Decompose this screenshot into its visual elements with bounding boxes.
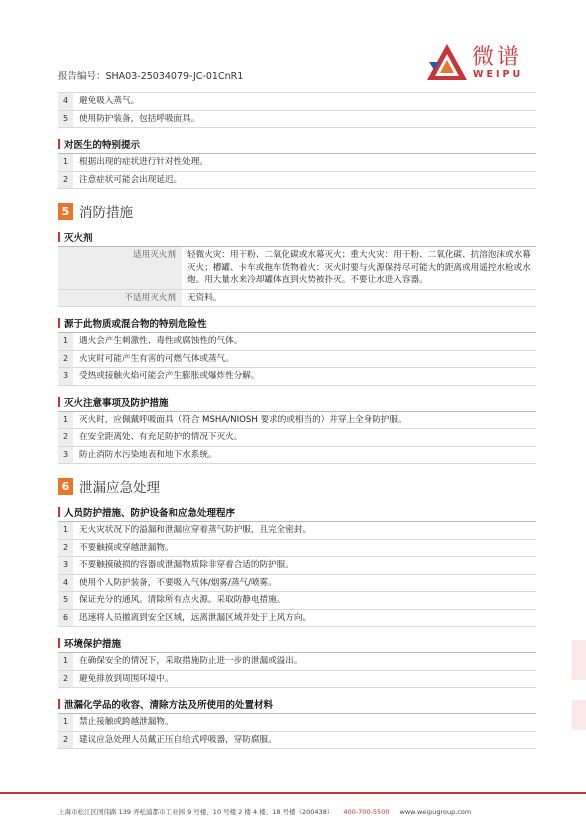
section-number-badge: 6	[58, 478, 73, 495]
heading-accent-bar	[58, 397, 60, 407]
report-number: 报告编号：SHA03-25034079-JC-01CnR1	[58, 71, 244, 82]
heading-accent-bar	[58, 232, 60, 242]
cleanup-item	[58, 732, 536, 750]
heading-accent-bar	[58, 507, 60, 517]
section-6-header	[58, 476, 536, 496]
section-number-badge: 5	[58, 203, 73, 220]
personal-item	[58, 592, 536, 610]
heading-text: 源于此物质或混合物的特别危险性	[64, 319, 207, 330]
edge-stamp-mark	[572, 700, 586, 730]
heading-text: 泄漏化学品的收容、清除方法及所使用的处置材料	[64, 700, 274, 711]
item-number: 5	[58, 111, 73, 128]
item-number: 6	[58, 610, 73, 627]
heading-text: 对医生的特别提示	[64, 140, 141, 151]
personal-item	[58, 522, 536, 540]
cleanup-methods-heading	[58, 697, 536, 714]
field-label: 不适用灭火剂	[58, 290, 182, 307]
cleanup-item	[58, 714, 536, 732]
section-title: 泄漏应急处理	[79, 480, 160, 496]
hazard-item	[58, 368, 536, 386]
firefighting-precautions-heading	[58, 395, 536, 412]
environment-protection-heading	[58, 636, 536, 653]
item-text: 无火灾状况下的溢漏和泄漏应穿着蒸气防护服，且完全密封。	[79, 525, 312, 535]
item-number: 5	[58, 592, 73, 609]
personal-protection-heading	[58, 505, 536, 522]
heading-accent-bar	[58, 699, 60, 709]
item-number: 2	[58, 172, 73, 189]
heading-text: 环境保护措施	[64, 639, 122, 650]
item-number: 3	[58, 557, 73, 574]
item-text: 使用防护装备，包括呼吸面具。	[79, 113, 200, 124]
item-number: 3	[58, 447, 73, 464]
environment-item	[58, 653, 536, 671]
heading-text: 灭火注意事项及防护措施	[64, 397, 169, 409]
personal-item	[58, 610, 536, 628]
item-number: 1	[58, 714, 73, 731]
edge-stamp-mark	[572, 640, 586, 680]
first-aid-item	[58, 111, 536, 129]
precaution-item	[58, 429, 536, 447]
item-number: 4	[58, 575, 73, 592]
item-text: 不要触摸或穿越泄漏物。	[79, 542, 174, 553]
item-text: 使用个人防护装备，不要吸入气体/烟雾/蒸气/喷雾。	[79, 577, 277, 588]
hazard-item	[58, 333, 536, 351]
heading-text: 灭火剂	[64, 233, 93, 244]
first-aid-item	[58, 92, 536, 111]
footer-divider	[0, 792, 586, 794]
item-text: 注意症状可能会出现延迟。	[79, 174, 183, 185]
environment-item	[58, 671, 536, 689]
item-number: 2	[58, 429, 73, 446]
item-number: 1	[58, 412, 73, 429]
precaution-item	[58, 412, 536, 430]
item-number: 2	[58, 351, 73, 368]
item-text: 避免吸入蒸气。	[79, 96, 140, 106]
doctor-note-item	[58, 172, 536, 190]
item-number: 2	[58, 540, 73, 557]
item-text: 火灾时可能产生有害的可燃气体或蒸气。	[79, 353, 234, 364]
field-value: 轻微火灾：用干粉、二氧化碳或水幕灭火；重大火灾：用干粉、二氧化碳、抗溶泡沫或水幕灭火；槽罐、卡车或拖车货物着火：灭火时要与火源保持尽可能大的距离或用遥控水枪或水炮。用大量水来冷却罐体直到火势被扑灭。不要让水进入容器。	[187, 250, 531, 285]
item-text: 在确保安全的情况下，采取措施防止进一步的泄漏或溢出。	[79, 656, 303, 666]
heading-text: 人员防护措施、防护设备和应急处理程序	[64, 508, 236, 519]
heading-accent-bar	[58, 638, 60, 648]
suitable-extinguisher-row	[58, 247, 536, 290]
footer-website[interactable]: www.weipugroup.com	[399, 808, 472, 816]
item-text: 在安全距离处、有充足防护的情况下灭火。	[79, 432, 243, 442]
logo-text-cn: 微谱	[472, 45, 523, 70]
item-text: 迅速将人员撤离到安全区域，远离泄漏区域并处于上风方向。	[79, 612, 312, 623]
document-body	[58, 92, 536, 749]
item-text: 保证充分的通风。清除所有点火源。采取防静电措施。	[79, 595, 286, 605]
company-logo	[425, 40, 545, 84]
heading-accent-bar	[58, 318, 60, 328]
logo-mark-icon	[425, 42, 469, 82]
personal-item	[58, 557, 536, 575]
section-title: 消防措施	[79, 205, 133, 221]
doctor-note-heading	[58, 137, 536, 154]
item-text: 不要触摸破损的容器或泄漏物质除非穿着合适的防护服。	[79, 560, 294, 570]
footer-address: 上海市松江区国伟路 139 弄松浦都市工业园 9 号楼、10 号楼 2 楼 4 楼、18 号楼（200438）	[58, 808, 334, 816]
field-label: 适用灭火剂	[58, 247, 182, 289]
section-5-header	[58, 201, 536, 221]
unsuitable-extinguisher-row	[58, 290, 536, 308]
doctor-note-item	[58, 154, 536, 172]
heading-accent-bar	[58, 139, 60, 149]
logo-text-en: WEIPU	[473, 69, 524, 80]
footer-phone: 400-700-5500	[343, 808, 390, 816]
item-text: 灭火时，应佩戴呼吸面具（符合 MSHA/NIOSH 要求的或相当的）并穿上全身防护服。	[79, 414, 407, 425]
personal-item	[58, 575, 536, 593]
item-number: 2	[58, 671, 73, 688]
special-hazards-heading	[58, 316, 536, 333]
hazard-item	[58, 351, 536, 369]
page-footer	[58, 807, 471, 816]
personal-item	[58, 540, 536, 558]
item-text: 根据出现的症状进行针对性处理。	[79, 157, 208, 167]
item-number: 4	[58, 93, 73, 110]
item-text: 禁止接触或跨越泄漏物。	[79, 717, 174, 727]
precaution-item	[58, 447, 536, 465]
item-number: 3	[58, 368, 73, 385]
item-number: 1	[58, 653, 73, 670]
item-text: 遇火会产生刺激性、毒性或腐蚀性的气体。	[79, 336, 243, 346]
item-text: 防止消防水污染地表和地下水系统。	[79, 449, 217, 460]
item-text: 受热或接触火焰可能会产生膨胀或爆炸性分解。	[79, 371, 260, 381]
item-number: 2	[58, 732, 73, 749]
item-text: 建议应急处理人员戴正压自给式呼吸器，穿防腐服。	[79, 734, 277, 745]
item-text: 避免排放到周围环境中。	[79, 673, 174, 684]
field-value: 无资料。	[187, 292, 222, 303]
item-number: 1	[58, 333, 73, 350]
item-number: 1	[58, 154, 73, 171]
item-number: 1	[58, 522, 73, 539]
extinguisher-heading	[58, 230, 536, 247]
